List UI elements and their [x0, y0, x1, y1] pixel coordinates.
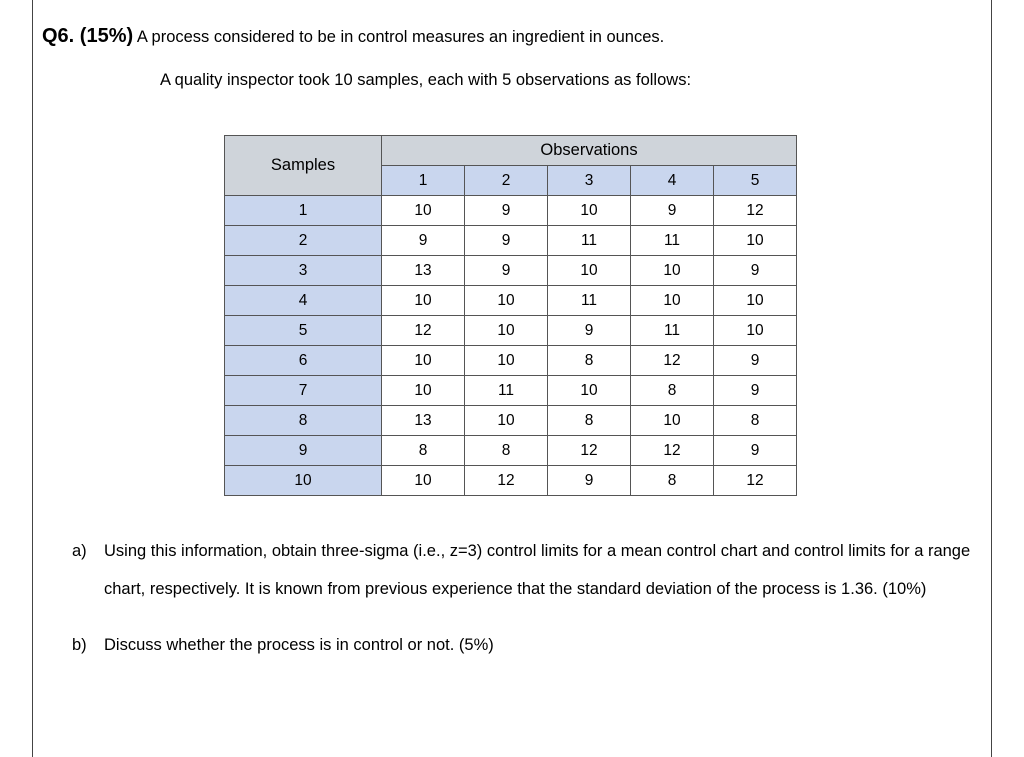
observation-cell: 10 — [382, 196, 465, 226]
table-row — [225, 256, 797, 286]
table-row — [225, 346, 797, 376]
observation-number-1: 1 — [382, 166, 465, 196]
observation-cell: 11 — [465, 376, 548, 406]
observation-cell: 8 — [382, 436, 465, 466]
observation-cell: 8 — [548, 406, 631, 436]
sample-number-cell: 2 — [225, 226, 382, 256]
observation-cell: 8 — [714, 406, 797, 436]
observation-cell: 8 — [465, 436, 548, 466]
observation-cell: 9 — [465, 196, 548, 226]
observation-cell: 10 — [548, 256, 631, 286]
observation-cell: 10 — [714, 226, 797, 256]
table-row — [225, 376, 797, 406]
observation-cell: 12 — [714, 466, 797, 496]
observation-cell: 10 — [382, 286, 465, 316]
observation-cell: 10 — [465, 346, 548, 376]
observation-cell: 11 — [548, 286, 631, 316]
observation-cell: 10 — [714, 286, 797, 316]
observation-cell: 9 — [465, 226, 548, 256]
sample-number-cell: 8 — [225, 406, 382, 436]
samples-header: Samples — [225, 136, 382, 196]
observation-cell: 9 — [714, 436, 797, 466]
observation-cell: 9 — [465, 256, 548, 286]
observation-cell: 12 — [382, 316, 465, 346]
observations-table — [224, 135, 797, 496]
observation-cell: 9 — [382, 226, 465, 256]
observation-cell: 9 — [548, 466, 631, 496]
question-number: Q6. (15%) — [42, 25, 134, 47]
observation-cell: 11 — [631, 316, 714, 346]
part-b-label: b) — [72, 636, 87, 654]
observation-cell: 10 — [382, 346, 465, 376]
observation-cell: 12 — [465, 466, 548, 496]
observation-cell: 12 — [714, 196, 797, 226]
observation-cell: 10 — [465, 406, 548, 436]
observation-cell: 12 — [548, 436, 631, 466]
table-row — [225, 436, 797, 466]
sample-number-cell: 4 — [225, 286, 382, 316]
table-body — [225, 196, 797, 496]
observation-cell: 11 — [548, 226, 631, 256]
observation-cell: 10 — [382, 466, 465, 496]
sample-number-cell: 7 — [225, 376, 382, 406]
intro-text: A quality inspector took 10 samples, each with 5 observations as follows: — [160, 71, 692, 89]
observation-cell: 9 — [714, 256, 797, 286]
part-b — [72, 626, 992, 664]
observation-number-5: 5 — [714, 166, 797, 196]
observation-cell: 10 — [631, 256, 714, 286]
observation-cell: 10 — [465, 316, 548, 346]
observation-cell: 10 — [548, 376, 631, 406]
observation-cell: 8 — [631, 376, 714, 406]
sample-number-cell: 5 — [225, 316, 382, 346]
observation-cell: 9 — [714, 346, 797, 376]
observation-cell: 8 — [631, 466, 714, 496]
observation-cell: 9 — [631, 196, 714, 226]
part-a-label: a) — [72, 542, 87, 560]
table-row — [225, 286, 797, 316]
sample-number-cell: 9 — [225, 436, 382, 466]
question-parts — [72, 532, 992, 664]
table-row — [225, 226, 797, 256]
sample-number-cell: 3 — [225, 256, 382, 286]
sample-number-cell: 1 — [225, 196, 382, 226]
observation-cell: 10 — [548, 196, 631, 226]
part-a — [72, 532, 992, 608]
observation-cell: 13 — [382, 406, 465, 436]
question-header — [42, 25, 664, 48]
observation-cell: 10 — [382, 376, 465, 406]
question-text: A process considered to be in control measures an ingredient in ounces. — [136, 28, 665, 46]
observation-cell: 13 — [382, 256, 465, 286]
observation-cell: 9 — [714, 376, 797, 406]
observation-cell: 9 — [548, 316, 631, 346]
observation-cell: 10 — [631, 406, 714, 436]
observation-cell: 10 — [631, 286, 714, 316]
table-row — [225, 406, 797, 436]
observation-cell: 12 — [631, 436, 714, 466]
observations-header: Observations — [382, 136, 797, 166]
observation-number-2: 2 — [465, 166, 548, 196]
observation-cell: 10 — [465, 286, 548, 316]
table-row — [225, 196, 797, 226]
observation-cell: 10 — [714, 316, 797, 346]
table-row — [225, 466, 797, 496]
table-header-row — [225, 136, 797, 166]
observation-number-3: 3 — [548, 166, 631, 196]
part-b-text: Discuss whether the process is in control or not. (5%) — [104, 636, 494, 654]
observation-cell: 12 — [631, 346, 714, 376]
observation-cell: 8 — [548, 346, 631, 376]
sample-number-cell: 6 — [225, 346, 382, 376]
part-a-text: Using this information, obtain three-sigma (i.e., z=3) control limits for a mean control chart and control limits for a range chart, respectively. It is known from previous experience that the standard deviation of the process is 1.36. (10%) — [104, 542, 971, 598]
sample-number-cell: 10 — [225, 466, 382, 496]
table-row — [225, 316, 797, 346]
observation-number-4: 4 — [631, 166, 714, 196]
observation-cell: 11 — [631, 226, 714, 256]
